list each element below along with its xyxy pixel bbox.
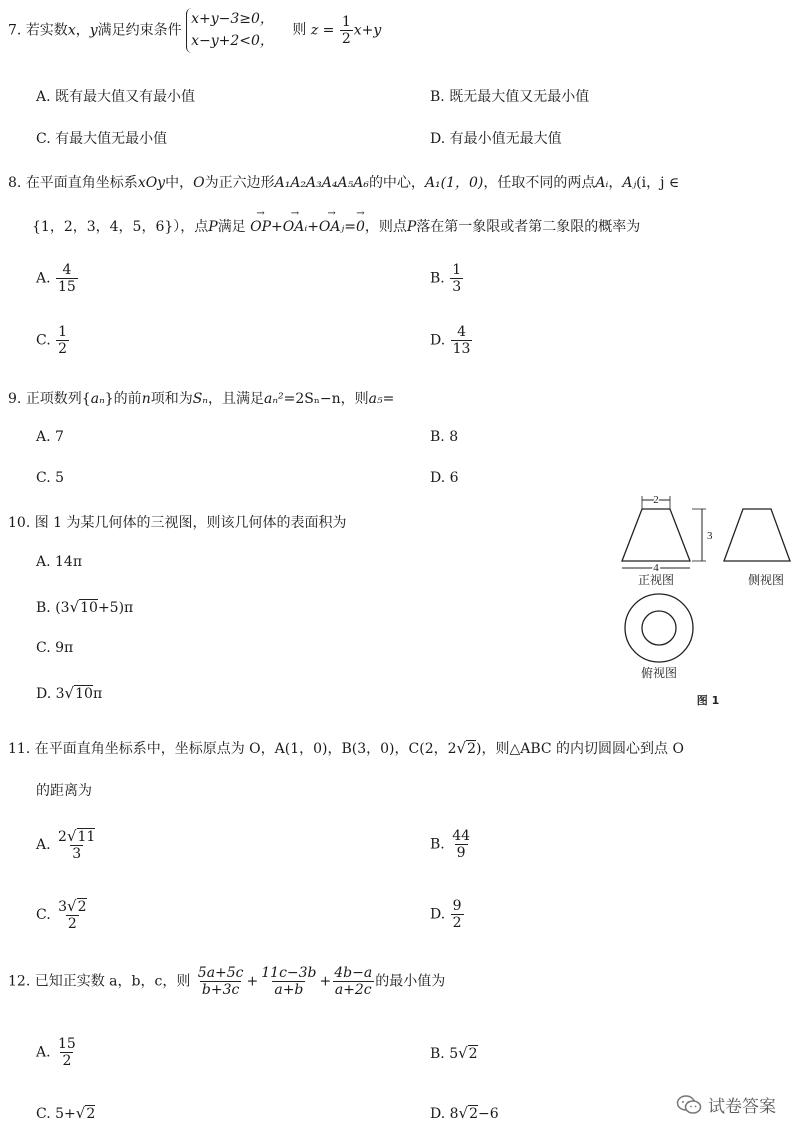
q7-text-c: 则: [292, 22, 307, 39]
q11-text-a: 在平面直角坐标系中，坐标原点为 O，A(1，0)，B(3，0)，C(2，2: [34, 741, 457, 757]
q8-text-i: 落在第一象限或者第二象限的概率为: [416, 219, 641, 235]
q7-z-eq: z =: [310, 22, 335, 39]
q7-option-d: D. 有最小值无最大值: [430, 131, 562, 147]
q7-half-den: 2: [341, 30, 351, 47]
q10-option-b: B. (3√10+5)π: [36, 598, 134, 616]
fig-dim-top: 2: [653, 494, 659, 506]
q10-b-pre: B. (3: [36, 600, 70, 616]
watermark: [676, 1092, 776, 1117]
q11-option-a: A. $\frac{2√11}{3}$: [36, 827, 96, 863]
q9-option-c: C. 5: [36, 470, 65, 486]
q12-b-pre: B. 5: [430, 1046, 459, 1062]
q9-text-a: 正项数列{: [25, 391, 91, 407]
q8-text-e: ，任取不同的两点: [483, 175, 596, 191]
q8-text-a: 在平面直角坐标系: [25, 175, 138, 191]
q12-option-d: D. 8√2−6: [430, 1104, 499, 1122]
q12-f3-den: a+2c: [334, 982, 372, 999]
q10-option-d: D. 3√10π: [36, 684, 103, 702]
q7-var-y: y: [89, 22, 98, 39]
q11-d-den: 2: [452, 915, 462, 932]
q8-xoy: xOy: [137, 175, 166, 191]
q12-d-radicand: 2: [469, 1106, 479, 1122]
q7-stem: [8, 8, 381, 53]
q8-a1: A₁(1，0): [424, 175, 484, 191]
front-view-trapezoid: [622, 509, 690, 561]
q9-text-e: =2Sₙ−n，则: [283, 391, 369, 407]
q7-half-fraction: [340, 14, 353, 47]
q8-option-c: [36, 324, 70, 357]
q9-a5: a₅: [368, 391, 383, 407]
q11-b-label: B.: [430, 836, 445, 853]
fig-dim-height: 3: [707, 530, 713, 542]
q11-b-den: 9: [456, 845, 466, 862]
q12-fraction-1: [196, 965, 246, 998]
q9-an2: aₙ²: [263, 391, 284, 407]
q8-number: 8.: [8, 175, 22, 191]
q8-c-num: 1: [58, 324, 68, 340]
q10-text: 图 1 为某几何体的三视图，则该几何体的表面积为: [34, 515, 347, 531]
q8-equals: =: [344, 219, 356, 235]
q11-a-den: 3: [72, 846, 82, 863]
top-view-label: 俯视图: [640, 666, 678, 680]
q8-vector-op: → OP: [250, 219, 271, 235]
q11-stem-line1: 11. 在平面直角坐标系中，坐标原点为 O，A(1，0)，B(3，0)，C(2，2√2)，则△ABC 的内切圆圆心到点 O: [8, 739, 684, 757]
q7-text-a: 若实数: [25, 22, 68, 39]
q7-option-b: B. 既无最大值又无最小值: [430, 89, 590, 105]
q11-text-b: )，则△ABC 的内切圆圆心到点 O: [476, 741, 684, 757]
q8-b-label: B.: [430, 270, 445, 287]
q12-d-post: −6: [478, 1106, 499, 1122]
top-view-inner-circle: [642, 611, 676, 645]
q8-b-den: 3: [452, 279, 462, 296]
q8-p: P: [208, 219, 218, 235]
wechat-icon: [676, 1094, 702, 1116]
q11-d-label: D.: [430, 906, 446, 923]
q8-text-d: 的中心，: [368, 175, 425, 191]
q8-vector-oai: → OAᵢ: [283, 219, 307, 235]
q9-an: aₙ: [90, 391, 105, 407]
q11-a-label: A.: [36, 837, 51, 854]
q7-option-a: A. 既有最大值又有最小值: [36, 89, 196, 105]
q10-number: 10.: [8, 515, 31, 531]
q9-option-b: B. 8: [430, 429, 459, 445]
q8-d-den: 13: [452, 341, 471, 358]
q8-zero-vector: → 0: [356, 219, 365, 235]
q9-sn: Sₙ: [192, 391, 208, 407]
q10-stem: [8, 512, 347, 532]
q9-text-f: =: [382, 391, 395, 407]
q11-option-d: [430, 898, 465, 931]
q12-option-a: [36, 1036, 79, 1069]
front-view-label: 正视图: [637, 573, 675, 587]
q7-half-num: 1: [341, 13, 351, 30]
q10-b-radicand: 10: [80, 600, 98, 616]
q12-f2-den: a+b: [274, 982, 304, 999]
q8-ai: Aᵢ: [595, 175, 609, 191]
q7-text-b: 满足约束条件: [97, 22, 182, 39]
q8-plus-2: +: [307, 219, 319, 235]
q8-sep: ，: [608, 175, 623, 191]
figure-caption: 图 1: [696, 694, 720, 707]
q8-stem-line2: [32, 216, 640, 236]
q8-text-h: ，则点: [364, 219, 407, 235]
q12-option-b: B. 5√2: [430, 1044, 478, 1062]
q12-option-c: C. 5+√2: [36, 1104, 96, 1122]
q9-option-a: A. 7: [36, 429, 64, 445]
q12-b-radicand: 2: [468, 1046, 478, 1062]
q8-c-den: 2: [58, 341, 68, 358]
q8-o: O: [193, 175, 205, 191]
q10-b-post: +5)π: [97, 600, 134, 616]
q8-option-d: [430, 324, 473, 357]
q12-stem: [8, 965, 445, 998]
q9-number: 9.: [8, 391, 22, 407]
q12-plus-2: +: [319, 973, 332, 990]
q12-f2-num: 11c−3b: [261, 965, 317, 981]
q9-n: n: [141, 391, 151, 407]
q11-radicand: 2: [467, 741, 476, 757]
watermark-text: 试卷答案: [708, 1097, 776, 1117]
q11-option-b: [430, 828, 473, 861]
q9-text-c: 项和为: [150, 391, 193, 407]
q10-d-radicand: 10: [75, 686, 93, 702]
q11-c-den: 2: [67, 916, 77, 933]
side-view-label: 侧视图: [747, 573, 785, 587]
q9-text-d: ，且满足: [207, 391, 264, 407]
q8-a-label: A.: [36, 270, 51, 287]
q10-option-c: C. 9π: [36, 640, 74, 656]
q12-fraction-3: [332, 965, 374, 998]
q11-option-c: C. $\frac{3√2}{2}$: [36, 897, 87, 933]
q8-text-c: 为正六边形: [204, 175, 275, 191]
q7-comma: ，: [75, 22, 90, 39]
q8-vector-oaj: → OAⱼ: [319, 219, 344, 235]
q8-text-g: 满足: [217, 219, 246, 235]
q11-a-num-coef: 2: [58, 829, 67, 845]
q12-f3-num: 4b−a: [334, 965, 373, 981]
q12-text-b: 的最小值为: [375, 973, 446, 990]
q9-text-b: }的前: [104, 391, 142, 407]
q12-a-den: 2: [62, 1053, 72, 1070]
q10-d-post: π: [92, 686, 103, 702]
q8-a-den: 15: [58, 279, 76, 296]
q7-var-x: x: [67, 22, 76, 39]
q12-c-pre: C. 5+: [36, 1106, 76, 1122]
q7-constraint-system: [186, 8, 274, 53]
q9-stem: [8, 388, 394, 408]
q11-stem-line2: 的距离为: [36, 783, 92, 799]
q12-number: 12.: [8, 973, 31, 990]
top-view-outer-circle: [625, 594, 693, 662]
q7-constraint-1: x+y−3≥0，: [191, 11, 274, 27]
q8-stem-line1: [8, 172, 679, 192]
q11-c-num-radicand: 2: [77, 899, 87, 915]
q8-option-a: [36, 262, 79, 295]
q8-option-b: [430, 262, 464, 295]
q8-plus-1: +: [271, 219, 283, 235]
q12-fraction-2: [259, 965, 318, 998]
q8-b-num: 1: [452, 262, 462, 278]
q12-f1-den: b+3c: [201, 982, 240, 999]
q11-b-num: 44: [452, 828, 471, 844]
q12-a-num: 15: [58, 1036, 76, 1052]
q11-c-label: C.: [36, 907, 51, 924]
q12-f1-num: 5a+5c: [197, 965, 244, 981]
q9-option-d: D. 6: [430, 470, 459, 486]
side-view-trapezoid: [724, 509, 790, 561]
q12-a-label: A.: [36, 1044, 51, 1061]
q10-option-a: A. 14π: [36, 554, 83, 570]
q12-text-a: 已知正实数 a，b，c，则: [34, 973, 191, 990]
q12-d-pre: D. 8: [430, 1106, 459, 1122]
q8-set: {1，2，3，4，5，6}），点: [32, 219, 209, 235]
q7-number: 7.: [8, 22, 22, 39]
q8-d-num: 4: [457, 324, 467, 340]
q8-aj: Aⱼ: [622, 175, 637, 191]
q7-option-c: C. 有最大值无最小值: [36, 131, 168, 147]
q8-d-label: D.: [430, 332, 446, 349]
q8-text-b: 中，: [165, 175, 194, 191]
q8-p2: P: [406, 219, 417, 235]
q12-c-radicand: 2: [86, 1106, 96, 1122]
q11-a-num-radicand: 11: [77, 829, 96, 845]
q7-constraint-2: x−y+2<0，: [191, 33, 274, 50]
q7-tail: x+y: [353, 22, 382, 39]
q8-a-num: 4: [62, 262, 72, 278]
q11-number: 11.: [8, 741, 31, 757]
figure-1-three-views: [600, 490, 800, 715]
fig-dim-bottom: 4: [653, 562, 659, 574]
q8-text-f: (i，j ∈: [636, 175, 680, 191]
q10-d-pre: D. 3: [36, 686, 65, 702]
q12-plus-1: +: [246, 973, 259, 990]
q11-d-num: 9: [452, 898, 462, 914]
q11-c-num-coef: 3: [58, 899, 68, 915]
q8-hexagon: A₁A₂A₃A₄A₅A₆: [274, 175, 369, 191]
q8-c-label: C.: [36, 332, 51, 349]
